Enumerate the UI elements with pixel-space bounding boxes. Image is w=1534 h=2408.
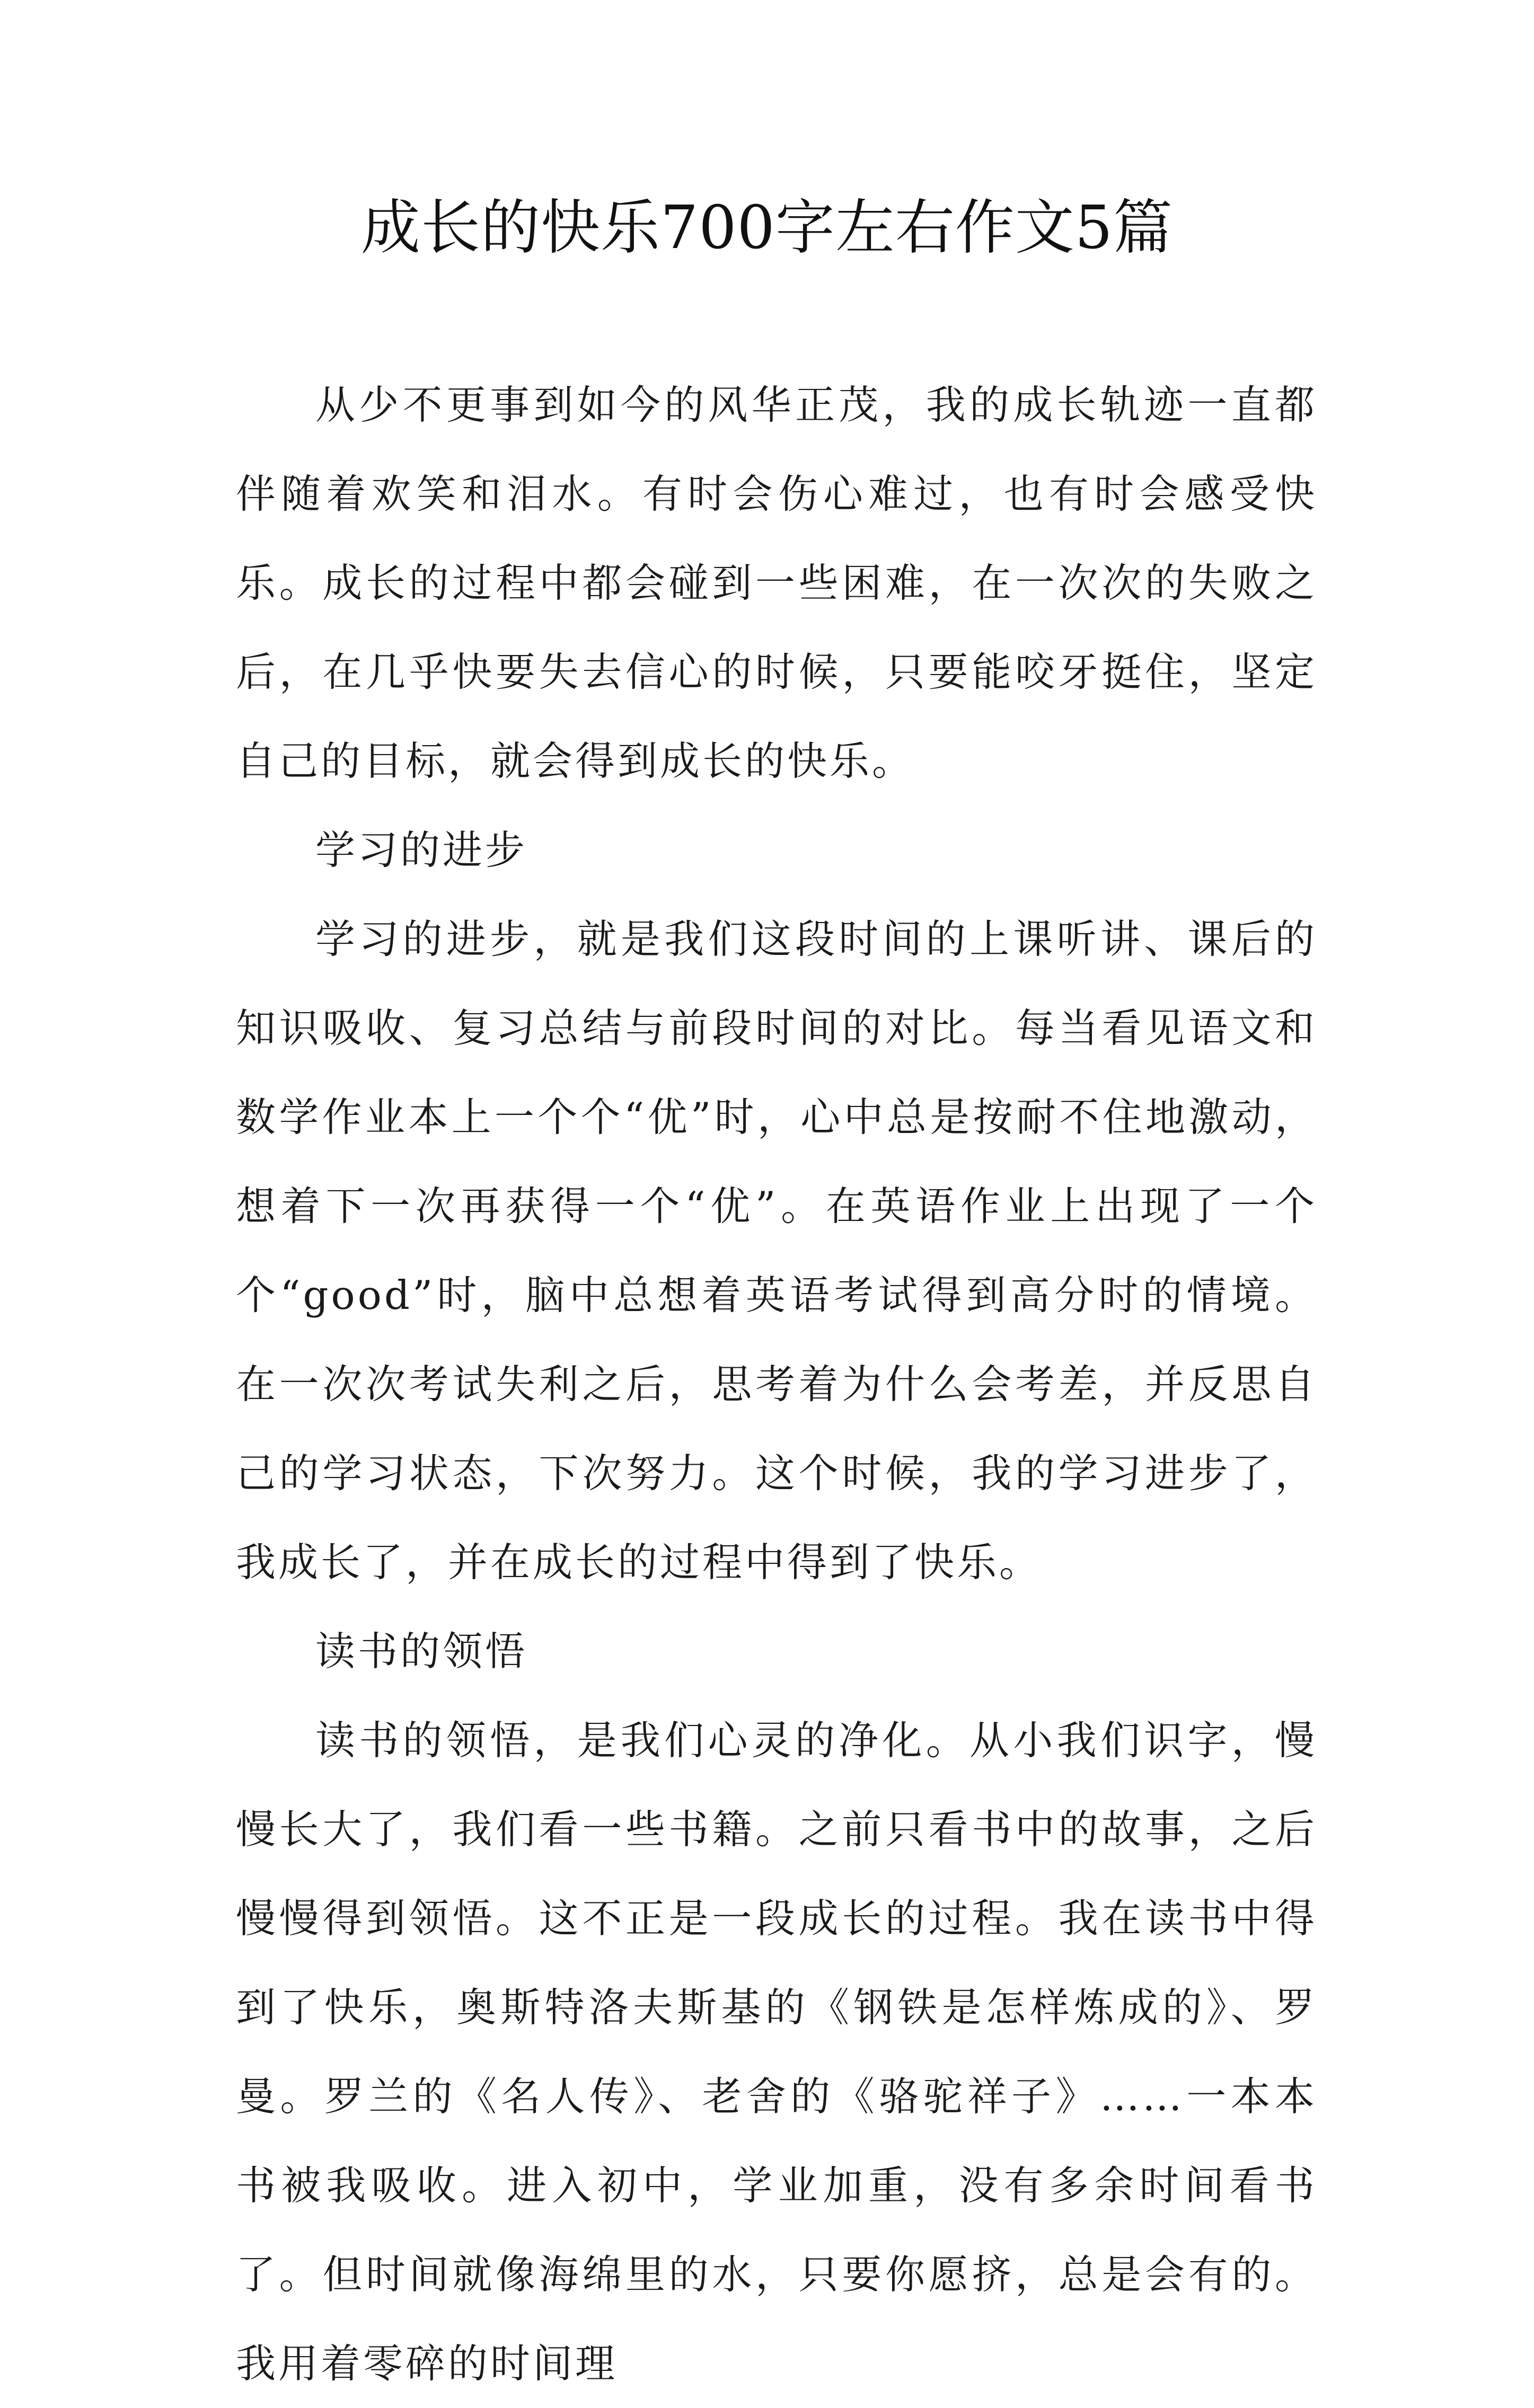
intro-paragraph: 从少不更事到如今的风华正茂，我的成长轨迹一直都伴随着欢笑和泪水。有时会伤心难过，也有时会感受快乐。成长的过程中都会碰到一些困难，在一次次的失败之后，在几乎快要失去信心的时候，只要能咬牙挺住，坚定自己的目标，就会得到成长的快乐。	[236, 382, 1317, 784]
study-paragraph: 学习的进步，就是我们这段时间的上课听讲、课后的知识吸收、复习总结与前段时间的对比。每当看见语文和数学作业本上一个个“优”时，心中总是按耐不住地激动，想着下一次再获得一个“优”。在英语作业上出现了一个个“good”时，脑中总想着英语考试得到高分时的情境。在一次次考试失利之后，思考着为什么会考差，并反思自己的学习状态，下次努力。这个时候，我的学习进步了，我成长了，并在成长的过程中得到了快乐。	[236, 916, 1317, 1586]
reading-paragraph: 读书的领悟，是我们心灵的净化。从小我们识字，慢慢长大了，我们看一些书籍。之前只看书中的故事，之后慢慢得到领悟。这不正是一段成长的过程。我在读书中得到了快乐，奥斯特洛夫斯基的《钢铁是怎样炼成的》、罗曼。罗兰的《名人传》、老舍的《骆驼祥子》……一本本书被我吸收。进入初中，学业加重，没有多余时间看书了。但时间就像海绵里的水，只要你愿挤，总是会有的。我用着零碎的时间理	[236, 1717, 1317, 2387]
section-heading-study: 学习的进步	[315, 827, 528, 873]
section-heading-reading: 读书的领悟	[315, 1628, 528, 1675]
document-title: 成长的快乐700字左右作文5篇	[360, 193, 1174, 262]
document-body	[236, 360, 1317, 2408]
